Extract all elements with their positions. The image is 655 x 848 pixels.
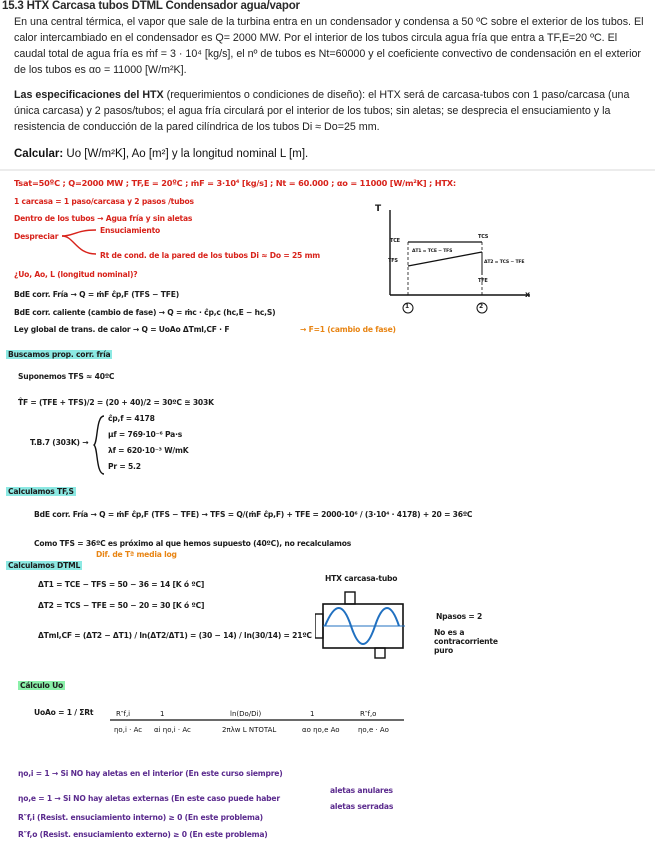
global-heat-transfer-law: Ley global de trans. de calor → Q = UoAo ΔTml,CF · F [14, 325, 230, 334]
svg-text:R″f,o: R″f,o [360, 710, 377, 718]
calc-uo-heading: Cálculo Uo [20, 681, 64, 690]
note-annular-fins: aletas anulares [330, 786, 393, 795]
delta-t1: ΔT1 = TCE − TFS = 50 − 36 = 14 [K ó ºC] [38, 580, 205, 589]
label-tce: TCE [390, 238, 400, 244]
calculate-heading: Calcular: [14, 148, 64, 160]
note-internal-fouling: R″f,i (Resist. ensuciamiento interno) ≥ 0 (En este problema) [18, 813, 263, 822]
neglect-brace [60, 224, 105, 260]
specifications-text: (requerimientos o condiciones de diseño): el HTX será de carcasa-tubos con 1 paso/carcasa (una única carcasa) y 2 pasos/tubos; el agua fría circulará por el interior de los tubos; sin aletas; se desprecia el ensuciamiento y la resistencia de conducción de la pared cilíndrica de los tubos Di ≈ Do=25 mm. [14, 89, 630, 133]
label-tfs: TFS [388, 258, 398, 264]
log-mean-difference-note: Dif. de Tª media log [96, 550, 177, 559]
svg-text:ln(Do/Di): ln(Do/Di) [230, 710, 262, 718]
tfs-equation: BdE corr. Fría → Q = ṁF ĉp,F (TFS − TFE) → TFS = Q/(ṁF ĉp,F) + TFE = 2000·10⁶ / (3·10⁴ · 4178) + 20 = 36ºC [34, 510, 473, 519]
calc-tfs-heading: Calculamos TF,S [8, 487, 74, 496]
label-tfe: TFE [478, 278, 488, 284]
spec-neglect: Despreciar [14, 232, 59, 241]
table-reference: T.B.7 (303K) → [30, 438, 89, 447]
data-line: Tsat=50ºC ; Q=2000 MW ; TF,E = 20ºC ; ṁF = 3·10⁴ [kg/s] ; Nt = 60.000 ; αo = 11000 [W/m²K] ; HTX: [14, 178, 456, 188]
note-serrated-fins: aletas serradas [330, 802, 394, 811]
htx-label: HTX carcasa-tubo [325, 574, 398, 583]
svg-text:αi ηo,i · Ac: αi ηo,i · Ac [154, 726, 191, 734]
station-1-label: 1 [405, 303, 409, 310]
svg-text:2πλw L NTOTAL: 2πλw L NTOTAL [222, 726, 277, 734]
calc-dtml-heading: Calculamos DTML [8, 561, 81, 570]
spec-inside-tubes: Dentro de los tubos → Agua fría y sin aletas [14, 214, 193, 223]
svg-text:ηo,e · Ao: ηo,e · Ao [358, 726, 389, 734]
svg-text:αo ηo,e Ao: αo ηo,e Ao [302, 726, 340, 734]
axis-label-t: T [375, 204, 381, 214]
prop-cp: ĉp,f = 4178 [108, 414, 155, 423]
separator-line [0, 168, 655, 172]
label-tcs: TCS [478, 234, 489, 240]
correction-factor-note: → F=1 (cambio de fase) [300, 325, 396, 334]
calculate-line [14, 148, 308, 160]
dtml-equation: ΔTml,CF = (ΔT2 − ΔT1) / ln(ΔT2/ΔT1) = (30 − 14) / ln(30/14) = 21ºC [38, 631, 312, 640]
problem-statement: En una central térmica, el vapor que sale de la turbina entra en un condensador y condensa a 50 ºC sobre el exterior de los tubos. El calor intercambiado en el condensador es Q= 2000 MW. Por el interior de los tubos circula agua fría que entra a TF,E=20 ºC. El caudal total de agua fría es ṁf = 3 · 10⁴ [kg/s], el nº de tubos es Nt=60000 y el coeficiente convectivo de condensación en el exterior de los tubos es αo = 11000 [W/m²K]. [14, 16, 644, 76]
tube-passes: Npasos = 2 [436, 612, 483, 621]
svg-text:ηo,i · Ac: ηo,i · Ac [114, 726, 143, 734]
assumed-tfs: Suponemos TFS ≈ 40ºC [18, 372, 115, 381]
label-dt2: ΔT2 = TCS − TFE [484, 260, 525, 265]
question-line: ¿Uo, Ao, L (longitud nominal)? [14, 270, 138, 279]
energy-balance-cold: BdE corr. Fría → Q = ṁF ĉp,F (TFS − TFE) [14, 290, 180, 299]
station-2-label: 2 [479, 303, 483, 310]
label-dt1: ΔT1 = TCE − TFS [412, 249, 453, 254]
tfs-check: Como TFS = 36ºC es próximo al que hemos supuesto (40ºC), no recalculamos [34, 539, 352, 548]
specifications-paragraph [14, 87, 649, 135]
not-counterflow-note: No es a contracorriente puro [434, 628, 498, 655]
svg-text:1: 1 [160, 710, 165, 718]
page-title: 15.3 HTX Carcasa tubos DTML Condensador agua/vapor [2, 0, 300, 12]
energy-balance-hot: BdE corr. caliente (cambio de fase) → Q = ṁc · ĉp,c (hc,E − hc,S) [14, 308, 276, 317]
note-internal-fins: ηo,i = 1 → Si NO hay aletas en el interior (En este curso siempre) [18, 769, 283, 778]
cold-properties-heading: Buscamos prop. corr. fría [8, 350, 111, 359]
svg-text:1: 1 [310, 710, 315, 718]
shell-tube-sketch [315, 590, 415, 660]
properties-brace [92, 414, 106, 476]
prop-mu: μf = 769·10⁻⁶ Pa·s [108, 430, 183, 439]
delta-t2: ΔT2 = TCS − TFE = 50 − 20 = 30 [K ó ºC] [38, 601, 205, 610]
specifications-heading: Las especificaciones del HTX [14, 89, 164, 101]
spec-shell-tubes: 1 carcasa = 1 paso/carcasa y 2 pasos /tubos [14, 197, 194, 206]
svg-text:R″f,i: R″f,i [116, 710, 131, 718]
note-external-fouling: R″f,o (Resist. ensuciamiento externo) ≥ 0 (En este problema) [18, 830, 268, 839]
uo-equation: UoAo = 1 / ΣRt [34, 708, 94, 717]
mean-temperature: T̂F = (TFE + TFS)/2 = (20 + 40)/2 = 30ºC ≅ 303K [18, 398, 214, 407]
resistance-sum-fraction [110, 702, 410, 746]
prop-pr: Pr = 5.2 [108, 462, 141, 471]
calculate-text: Uo [W/m²K], Ao [m²] y la longitud nominal L [m]. [63, 148, 309, 160]
axis-label-x: x [525, 290, 530, 299]
prop-k: λf = 620·10⁻³ W/mK [108, 446, 189, 455]
note-external-fins: ηo,e = 1 → Si NO hay aletas externas (En este caso puede haber [18, 794, 280, 803]
spec-wall-resistance: Rt de cond. de la pared de los tubos Di ≈ Do = 25 mm [100, 251, 321, 260]
spec-fouling: Ensuciamiento [100, 226, 161, 235]
